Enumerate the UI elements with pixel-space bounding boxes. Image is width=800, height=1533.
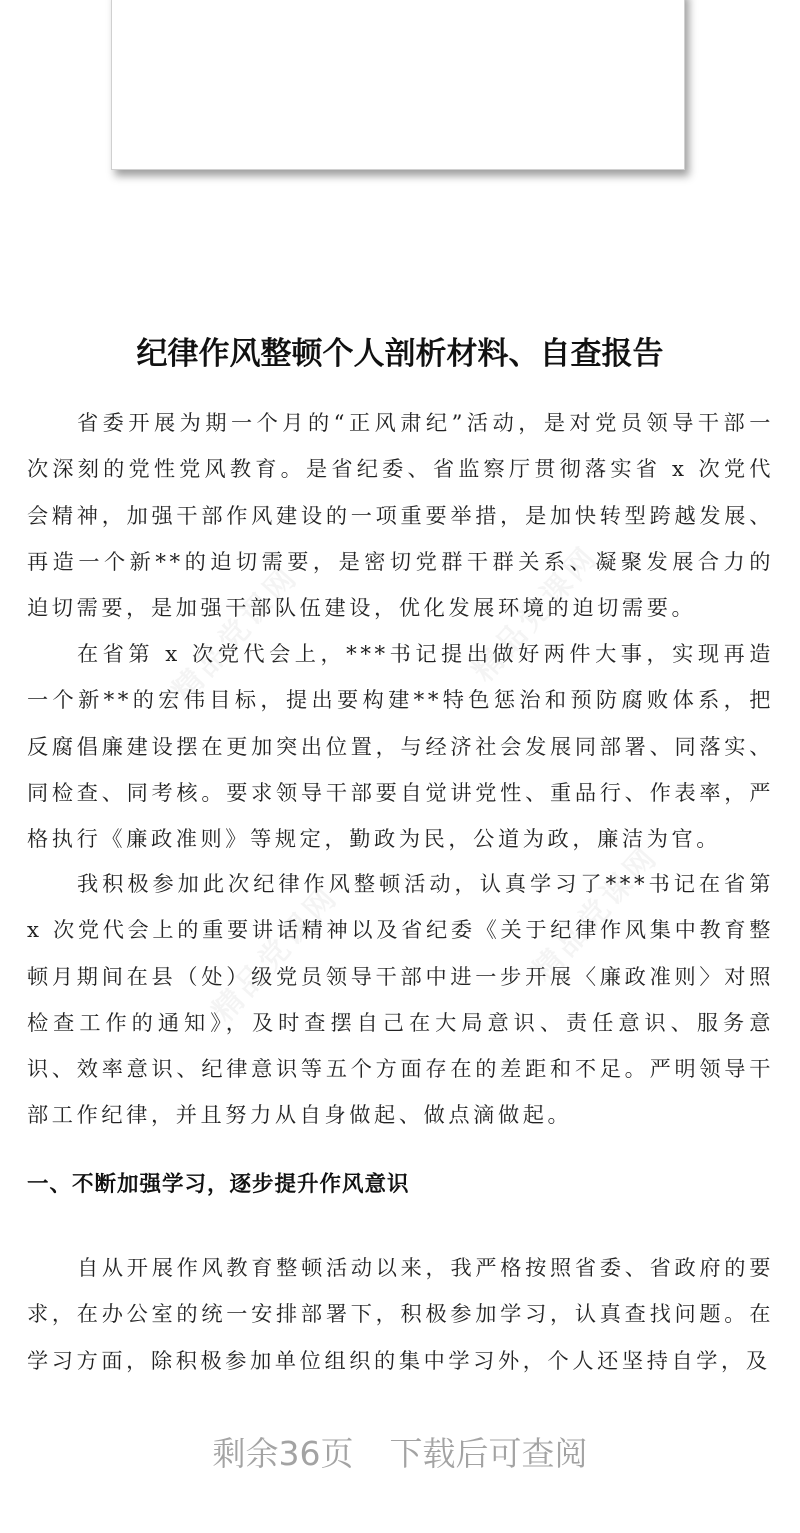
remaining-pages-label: 剩余36页 xyxy=(212,1434,354,1473)
download-hint-label: 下载后可查阅 xyxy=(389,1434,588,1473)
download-more-banner[interactable] xyxy=(0,1428,800,1475)
paragraph-2: 在省第 x 次党代会上，***书记提出做好两件大事，实现再造一个新**的宏伟目标，提出要构建**特色惩治和预防腐败体系，把反腐倡廉建设摆在更加突出位置，与经济社会发展同部署、同落实、同检查、同考核。要求领导干部要自觉讲党性、重品行、作表率，严格执行《廉政准则》等规定，勤政为民，公道为政，廉洁为官。 xyxy=(27,641,774,852)
section-paragraph-1: 自从开展作风教育整顿活动以来，我严格按照省委、省政府的要求，在办公室的统一安排部署下，积极参加学习，认真查找问题。在学习方面，除积极参加单位组织的集中学习外，个人还坚持自学，及 xyxy=(27,1255,774,1373)
paragraph-3: 我积极参加此次纪律作风整顿活动，认真学习了***书记在省第 x 次党代会上的重要讲话精神以及省纪委《关于纪律作风集中教育整顿月期间在县（处）级党员领导干部中进一步开展〈廉政准则〉对照检查工作的通知》，及时查摆自己在大局意识、责任意识、服务意识、效率意识、纪律意识等五个方面存在的差距和不足。严明领导干部工作纪律，并且努力从自身做起、做点滴做起。 xyxy=(27,871,774,1128)
paragraph-1: 省委开展为期一个月的“正风肃纪”活动，是对党员领导干部一次深刻的党性党风教育。是省纪委、省监察厅贯彻落实省 x 次党代会精神，加强干部作风建设的一项重要举措，是加快转型跨越发展、再造一个新**的迫切需要，是密切党群干群关系、凝聚发展合力的迫切需要，是加强干部队伍建设，优化发展环境的迫切需要。 xyxy=(27,410,774,621)
section-heading-1: 一、不断加强学习，逐步提升作风意识 xyxy=(27,1172,410,1197)
previous-page-preview xyxy=(111,0,685,170)
document-title: 纪律作风整顿个人剖析材料、自查报告 xyxy=(136,336,664,372)
